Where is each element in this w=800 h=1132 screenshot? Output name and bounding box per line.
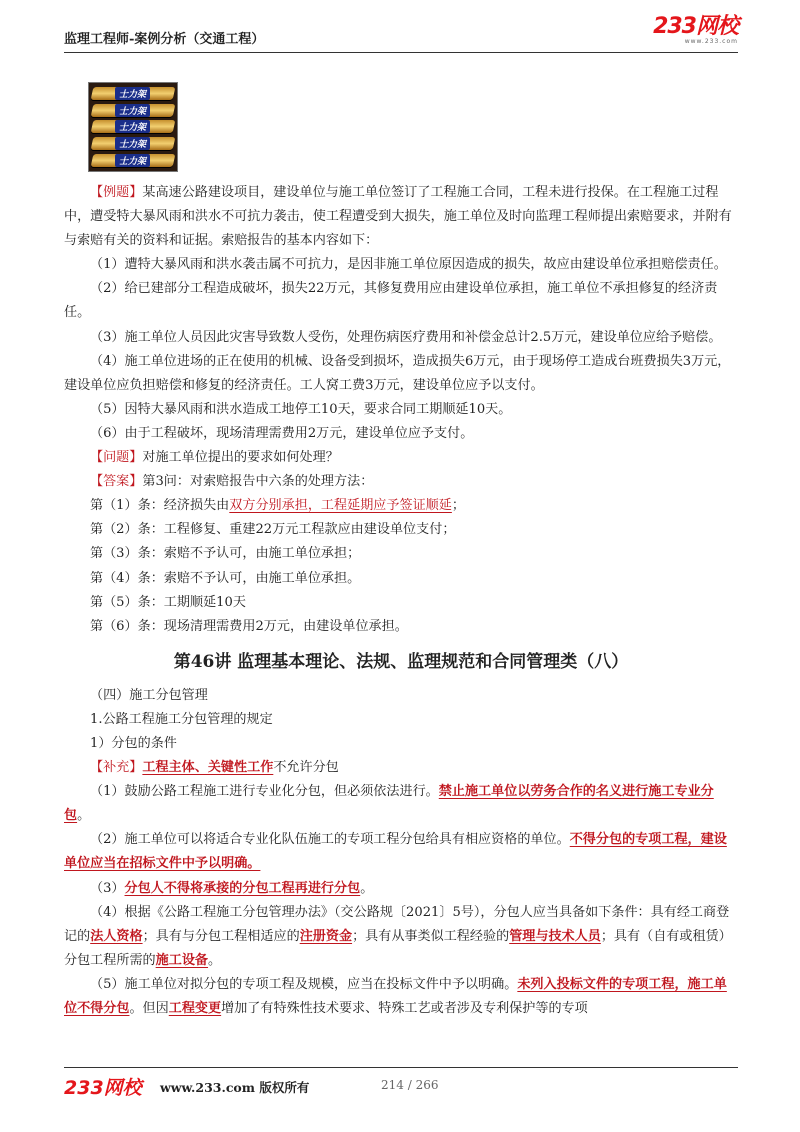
claim-item: （6）由于工程破坏，现场清理需费用2万元，建设单位应予支付。	[90, 425, 474, 441]
question-tag: 【问题】	[90, 450, 143, 466]
rule-5-text: （5）施工单位对拟分包的专项工程及规模，应当在投标文件中予以明确。	[90, 976, 518, 992]
rule-paragraph	[64, 877, 738, 901]
rule-4-text: （4）根据《公路工程施工分包管理办法》（交公路规〔2021〕5号），分包人应当具备如下条件：具有经工商登记的	[64, 904, 730, 944]
answer-item: 第（2）条：工程修复、重建22万元工程款应由建设单位支付；	[90, 522, 456, 538]
question	[64, 446, 738, 470]
rule-4-highlight-3: 管理与技术人员	[509, 928, 601, 944]
claim-item: （4）施工单位进场的正在使用的机械、设备受到损坏，造成损失6万元，由于现场停工造成台班费损失3万元，建设单位应负担赔偿和修复的经济责任。工人窝工费3万元，建设单位应予以支付。	[64, 353, 731, 393]
candy-bar	[91, 137, 176, 150]
rule-paragraph	[64, 973, 738, 1021]
snickers-ad-image	[88, 82, 178, 172]
example-tag: 【例题】	[90, 185, 143, 200]
rule-5-highlight-1: 未列入投标文件的专项工程，施工单位不得分包	[64, 976, 727, 1016]
section-title: 第46讲 监理基本理论、法规、监理规范和合同管理类（八）	[173, 651, 629, 672]
subheading: （四）施工分包管理	[90, 687, 208, 703]
document-body	[64, 181, 738, 1021]
answer-intro-text: 第3问：对索赔报告中六条的处理方法：	[142, 474, 374, 490]
rule-4-text: ；具有与分包工程相适应的	[142, 928, 300, 944]
candy-bar	[91, 154, 176, 167]
rule-paragraph	[64, 901, 738, 973]
candy-bar-label: 士力架	[115, 154, 150, 167]
candy-bar	[91, 104, 176, 117]
rule-4-highlight-1: 法人资格	[90, 928, 143, 944]
answer-tag: 【答案】	[90, 474, 143, 490]
rule-4-highlight-4: 施工设备	[155, 952, 209, 968]
page-number: 214 / 266	[381, 1078, 439, 1092]
footer-logo: 233网校	[64, 1077, 142, 1099]
supplement-highlight: 工程主体、关键性工作	[142, 760, 274, 776]
rule-1-highlight: 禁止施工单位以劳务合作的名义进行施工专业分包	[64, 784, 714, 824]
example-intro-text: 某高速公路建设项目，建设单位与施工单位签订了工程施工合同，工程未进行投保。在工程施工过程中，遭受特大暴风雨和洪水不可抗力袭击，使工程遭受到大损失，施工单位及时向监理工程师提出索赔要求，并附有与索赔有关的资料和证据。索赔报告的基本内容如下：	[64, 185, 732, 249]
supplement	[64, 756, 738, 780]
candy-bar	[91, 87, 176, 100]
candy-bar	[91, 120, 176, 133]
claim-item: （5）因特大暴风雨和洪水造成工地停工10天，要求合同工期顺延10天。	[90, 401, 512, 417]
rule-4-text: ；具有（自有或租赁）分包工程所需的	[64, 928, 732, 968]
answer-1-highlight: 双方分别承担，工程延期应予签证顺延	[229, 498, 452, 514]
claim-item: （1）遭特大暴风雨和洪水袭击属不可抗力，是因非施工单位原因造成的损失，故应由建设单位承担赔偿责任。	[90, 257, 727, 273]
answer-item: 第（6）条：现场清理需费用2万元，由建设单位承担。	[90, 618, 408, 634]
header-title: 监理工程师-案例分析（交通工程）	[64, 32, 265, 47]
rule-3-text: （3）	[90, 880, 125, 896]
header-divider	[64, 52, 738, 53]
answer-1-pre: 第（1）条：经济损失由	[90, 498, 230, 514]
rule-2-highlight: 不得分包的专项工程，建设单位应当在招标文件中予以明确。	[64, 832, 727, 872]
rule-1-post: 。	[77, 808, 91, 824]
candy-bar-label: 士力架	[115, 137, 150, 150]
rule-2-text: （2）施工单位可以将适合专业化队伍施工的专项工程分包给具有相应资格的单位。	[90, 832, 570, 848]
candy-bar-label: 士力架	[115, 104, 150, 117]
candy-bar-label: 士力架	[115, 87, 150, 100]
subheading: 1.公路工程施工分包管理的规定	[90, 711, 273, 727]
rule-3-post: 。	[360, 880, 374, 896]
rule-5-highlight-2: 工程变更	[168, 1001, 222, 1016]
answer-item	[64, 494, 738, 518]
rule-paragraph	[64, 828, 738, 876]
logo-url: www.233.com	[684, 38, 738, 45]
answer-1-post: ；	[451, 498, 465, 514]
rule-4-text: ；具有从事类似工程经验的	[352, 928, 510, 944]
answer-intro	[64, 470, 738, 494]
example-intro	[64, 181, 738, 253]
rule-1-text: （1）鼓励公路工程施工进行专业化分包，但必须依法进行。	[90, 784, 439, 800]
footer-divider	[64, 1067, 738, 1068]
answer-item: 第（5）条：工期顺延10天	[90, 594, 246, 610]
claim-item: （3）施工单位人员因此灾害导致数人受伤，处理伤病医疗费用和补偿金总计2.5万元，建设单位应给予赔偿。	[90, 329, 722, 345]
supplement-tag: 【补充】	[90, 760, 143, 776]
logo-text: 233网校	[653, 14, 738, 39]
subheading: 1）分包的条件	[90, 735, 177, 751]
candy-bar-label: 士力架	[115, 120, 150, 133]
question-text: 对施工单位提出的要求如何处理？	[142, 450, 339, 466]
footer-copyright: www.233.com 版权所有	[160, 1080, 310, 1095]
rule-3-highlight: 分包人不得将承接的分包工程再进行分包	[124, 880, 361, 896]
rule-4-highlight-2: 注册资金	[299, 928, 353, 944]
supplement-text: 不允许分包	[273, 760, 339, 776]
brand-logo	[653, 16, 738, 45]
claim-item: （2）给已建部分工程造成破坏，损失22万元，其修复费用应由建设单位承担，施工单位不承担修复的经济责任。	[64, 281, 718, 321]
rule-4-text: 。	[208, 952, 222, 968]
rule-paragraph	[64, 780, 738, 828]
rule-5-text: 。但因	[129, 1001, 169, 1016]
answer-item: 第（4）条：索赔不予认可，由施工单位承担。	[90, 570, 361, 586]
rule-5-text: 增加了有特殊性技术要求、特殊工艺或者涉及专利保护等的专项	[221, 1001, 588, 1016]
answer-item: 第（3）条：索赔不予认可，由施工单位承担；	[90, 546, 361, 562]
